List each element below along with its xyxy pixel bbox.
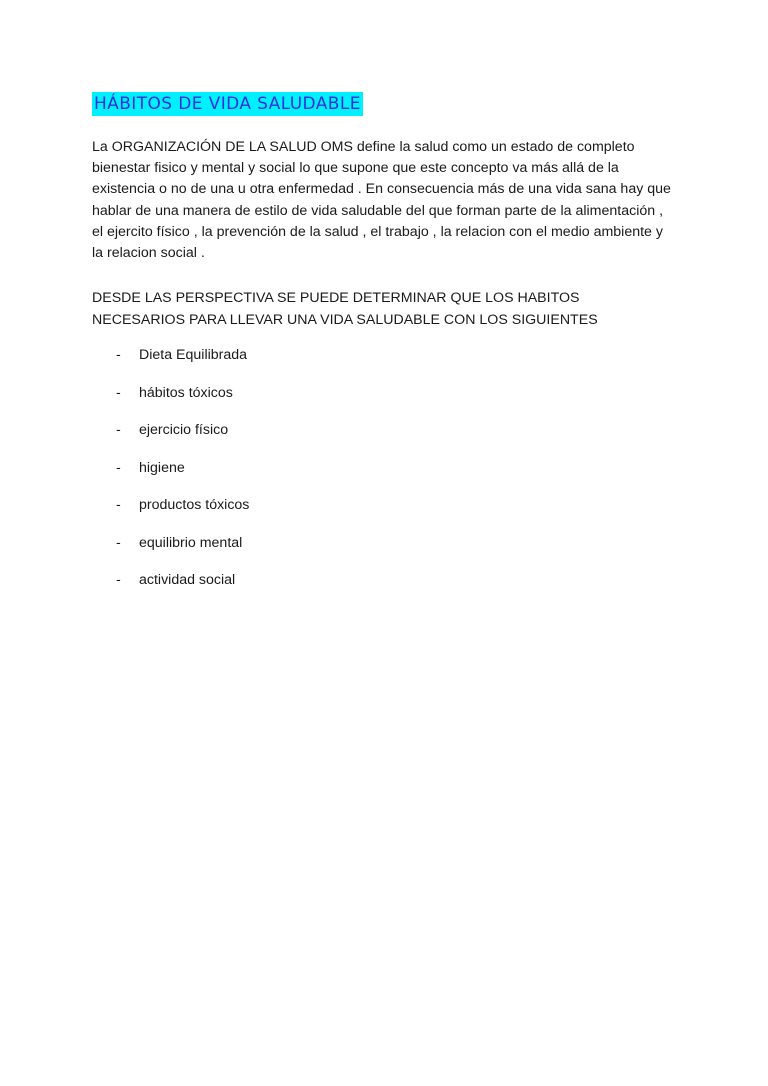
paragraph-line: hablar de una manera de estilo de vida saludable del que forman parte de la alimentación ,: [92, 202, 664, 219]
list-dash: -: [116, 534, 121, 551]
list-dash: -: [116, 572, 121, 588]
list-item-text: actividad social: [139, 572, 236, 588]
intro-line: DESDE LAS PERSPECTIVA SE PUEDE DETERMINAR QUE LOS HABITOS: [92, 290, 580, 306]
title-block: [92, 92, 363, 116]
habits-intro-paragraph: [92, 288, 692, 331]
list-item-text: higiene: [139, 459, 185, 476]
paragraph-line: La ORGANIZACIÓN DE LA SALUD OMS define la salud como un estado de completo: [92, 139, 635, 155]
list-item-text: ejercicio físico: [139, 422, 229, 438]
paragraph-line: bienestar fisico y mental y social lo que supone que este concepto va más allá de la: [92, 160, 619, 177]
list-item-text: Dieta Equilibrada: [139, 347, 248, 363]
paragraph-line: el ejercito físico , la prevención de la salud , el trabajo , la relacion con el medio ambiente y: [92, 223, 663, 240]
list-dash: -: [116, 384, 121, 401]
list-item-text: equilibrio mental: [139, 534, 243, 551]
intro-line: NECESARIOS PARA LLEVAR UNA VIDA SALUDABLE CON LOS SIGUIENTES: [92, 311, 598, 328]
list-dash: -: [116, 422, 121, 438]
list-dash: -: [116, 347, 121, 363]
list-dash: -: [116, 497, 121, 513]
paragraph-line: existencia o no de una u otra enfermedad . En consecuencia más de una vida sana hay que: [92, 181, 671, 198]
list-item-text: hábitos tóxicos: [139, 384, 233, 401]
list-item-text: productos tóxicos: [139, 497, 250, 513]
document-title: HÁBITOS DE VIDA SALUDABLE: [94, 94, 361, 114]
oms-definition-paragraph: [92, 137, 682, 264]
list-dash: -: [116, 459, 121, 476]
paragraph-line: la relacion social .: [92, 245, 205, 262]
